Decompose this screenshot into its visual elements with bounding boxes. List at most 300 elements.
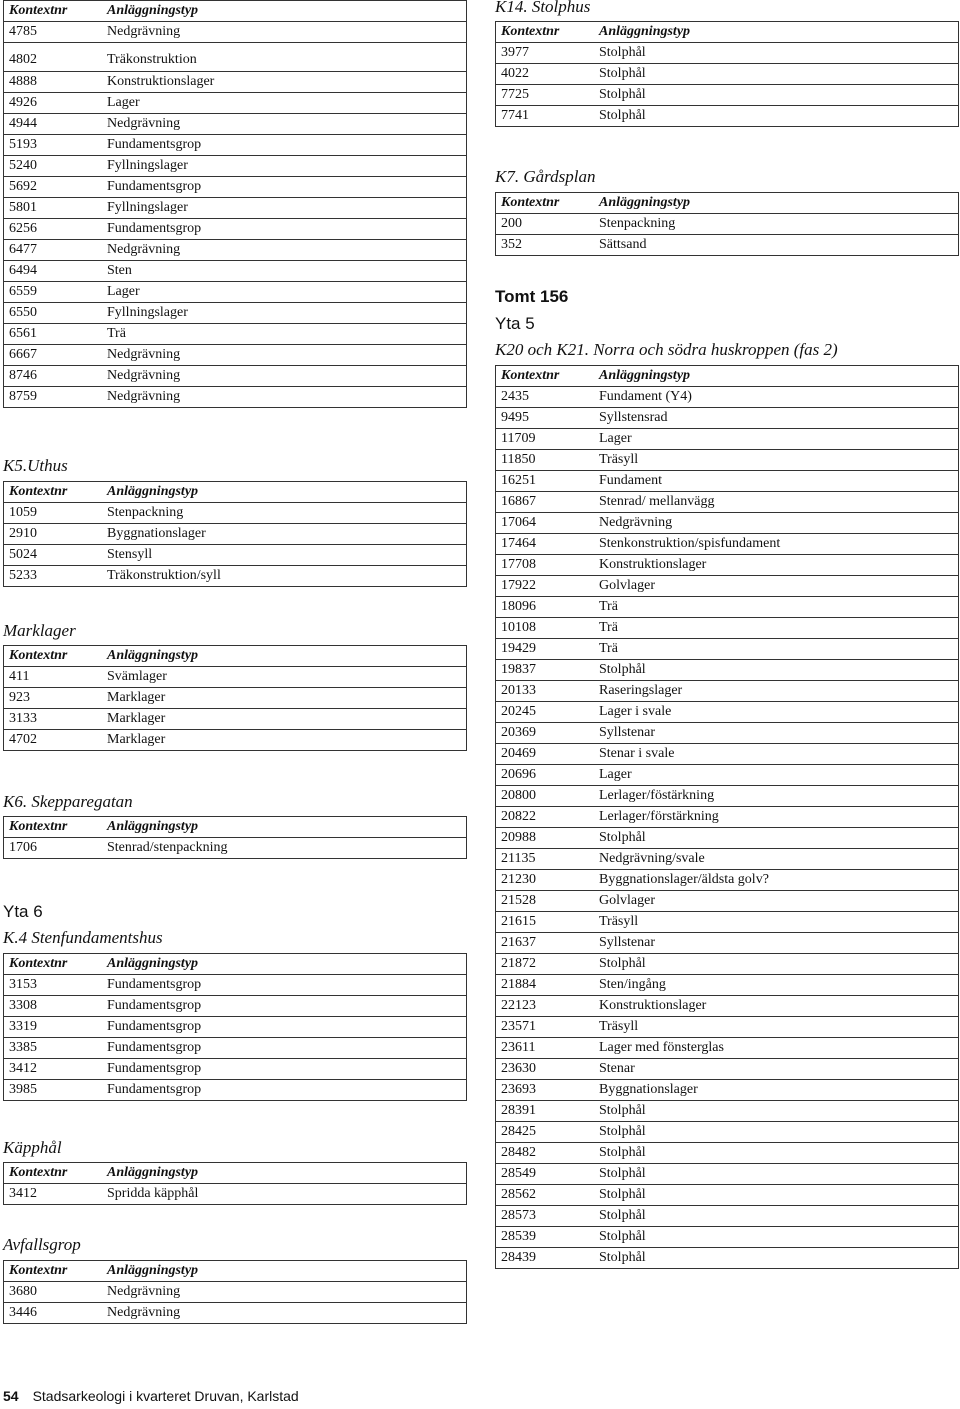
kontextnr-cell: 28539 (496, 1227, 595, 1248)
table-row (4, 1017, 467, 1038)
header-kontextnr: Kontextnr (4, 482, 103, 503)
kontextnr-cell: 8759 (4, 387, 103, 408)
table-row (496, 429, 959, 450)
table-row (4, 345, 467, 366)
anlaggningstyp-cell: Fyllningslager (102, 198, 467, 219)
table-row (4, 219, 467, 240)
anlaggningstyp-cell: Fundamentsgrop (102, 996, 467, 1017)
table-row (4, 1184, 467, 1205)
kontextnr-cell: 20822 (496, 807, 595, 828)
kontextnr-cell: 23571 (496, 1017, 595, 1038)
kontextnr-cell: 19429 (496, 639, 595, 660)
anlaggningstyp-cell: Marklager (102, 688, 467, 709)
table-k5 (3, 481, 467, 587)
kontextnr-cell: 9495 (496, 408, 595, 429)
table-row (496, 702, 959, 723)
kontextnr-cell: 200 (496, 214, 595, 235)
anlaggningstyp-cell: Fundamentsgrop (102, 1038, 467, 1059)
table-row (496, 597, 959, 618)
anlaggningstyp-cell: Nedgrävning (102, 240, 467, 261)
table-row (4, 240, 467, 261)
kontextnr-cell: 16867 (496, 492, 595, 513)
kontextnr-cell: 5024 (4, 545, 103, 566)
table-row (496, 1080, 959, 1101)
kontextnr-cell: 28425 (496, 1122, 595, 1143)
anlaggningstyp-cell: Stolphål (594, 106, 959, 127)
kontextnr-cell: 22123 (496, 996, 595, 1017)
table-row (496, 639, 959, 660)
anlaggningstyp-cell: Stolphål (594, 1206, 959, 1227)
anlaggningstyp-cell: Stenrad/ mellanvägg (594, 492, 959, 513)
table-row (496, 828, 959, 849)
table-header-row (496, 22, 959, 43)
anlaggningstyp-cell: Nedgrävning (102, 1282, 467, 1303)
section-title-avfallsgrop: Avfallsgrop (3, 1235, 81, 1254)
header-kontextnr: Kontextnr (4, 1, 103, 22)
table-row (496, 408, 959, 429)
anlaggningstyp-cell: Lerlager/förstärkning (594, 807, 959, 828)
section-title-k4: K.4 Stenfundamentshus (3, 928, 163, 947)
anlaggningstyp-cell: Stolphål (594, 1143, 959, 1164)
table-header-row (4, 1, 467, 22)
kontextnr-cell: 2910 (4, 524, 103, 545)
kontextnr-cell: 23630 (496, 1059, 595, 1080)
table-row (496, 933, 959, 954)
header-kontextnr: Kontextnr (496, 366, 595, 387)
anlaggningstyp-cell: Stolphål (594, 85, 959, 106)
kontextnr-cell: 3412 (4, 1059, 103, 1080)
anlaggningstyp-cell: Nedgrävning/svale (594, 849, 959, 870)
anlaggningstyp-cell: Byggnationslager/äldsta golv? (594, 870, 959, 891)
header-anlaggningstyp: Anläggningstyp (102, 1261, 467, 1282)
anlaggningstyp-cell: Sten (102, 261, 467, 282)
table-row (4, 1059, 467, 1080)
kontextnr-cell: 21528 (496, 891, 595, 912)
section-title-k14: K14. Stolphus (495, 0, 591, 16)
table-row (496, 387, 959, 408)
table-row (4, 177, 467, 198)
anlaggningstyp-cell: Konstruktionslager (102, 72, 467, 93)
anlaggningstyp-cell: Lager (102, 93, 467, 114)
anlaggningstyp-cell: Fundamentsgrop (102, 177, 467, 198)
kontextnr-cell: 5233 (4, 566, 103, 587)
table-row (496, 954, 959, 975)
anlaggningstyp-cell: Stolphål (594, 1248, 959, 1269)
anlaggningstyp-cell: Stolphål (594, 1227, 959, 1248)
anlaggningstyp-cell: Stolphål (594, 1185, 959, 1206)
table-row (4, 1282, 467, 1303)
kontextnr-cell: 3446 (4, 1303, 103, 1324)
table-row (4, 156, 467, 177)
kontextnr-cell: 411 (4, 667, 103, 688)
kontextnr-cell: 10108 (496, 618, 595, 639)
table-row (496, 1248, 959, 1269)
anlaggningstyp-cell: Byggnationslager (102, 524, 467, 545)
anlaggningstyp-cell: Stenkonstruktion/spisfundament (594, 534, 959, 555)
table-row (496, 106, 959, 127)
kontextnr-cell: 3319 (4, 1017, 103, 1038)
kontextnr-cell: 1706 (4, 838, 103, 859)
anlaggningstyp-cell: Fundament (594, 471, 959, 492)
table-row (496, 1164, 959, 1185)
header-kontextnr: Kontextnr (496, 193, 595, 214)
header-kontextnr: Kontextnr (4, 1261, 103, 1282)
table-row (496, 214, 959, 235)
anlaggningstyp-cell: Nedgrävning (594, 513, 959, 534)
table-row (4, 198, 467, 219)
table-row (496, 1185, 959, 1206)
kontextnr-cell: 28439 (496, 1248, 595, 1269)
kontextnr-cell: 3308 (4, 996, 103, 1017)
kontextnr-cell: 20133 (496, 681, 595, 702)
table-row (496, 1122, 959, 1143)
table-header-row (4, 646, 467, 667)
table-row (496, 786, 959, 807)
table-row (4, 524, 467, 545)
table-row (4, 730, 467, 751)
anlaggningstyp-cell: Raseringslager (594, 681, 959, 702)
anlaggningstyp-cell: Sten/ingång (594, 975, 959, 996)
table-row (496, 450, 959, 471)
table-row (4, 93, 467, 114)
kontextnr-cell: 28562 (496, 1185, 595, 1206)
anlaggningstyp-cell: Konstruktionslager (594, 996, 959, 1017)
kontextnr-cell: 6550 (4, 303, 103, 324)
table-row (496, 235, 959, 256)
table-k4 (3, 953, 467, 1101)
table-row (496, 576, 959, 597)
table-row (496, 1038, 959, 1059)
table-row (496, 555, 959, 576)
table-k20-k21 (495, 365, 959, 1269)
table-header-row (4, 954, 467, 975)
table-row (496, 807, 959, 828)
kontextnr-cell: 6559 (4, 282, 103, 303)
anlaggningstyp-cell: Stensyll (102, 545, 467, 566)
table-row (4, 135, 467, 156)
kontextnr-cell: 28549 (496, 1164, 595, 1185)
kontextnr-cell: 4785 (4, 22, 103, 43)
kontextnr-cell: 3153 (4, 975, 103, 996)
anlaggningstyp-cell: Lager i svale (594, 702, 959, 723)
table-row (496, 891, 959, 912)
anlaggningstyp-cell: Marklager (102, 709, 467, 730)
kontextnr-cell: 28391 (496, 1101, 595, 1122)
table-header-row (4, 1261, 467, 1282)
kontextnr-cell: 3385 (4, 1038, 103, 1059)
anlaggningstyp-cell: Nedgrävning (102, 387, 467, 408)
kontextnr-cell: 3977 (496, 43, 595, 64)
kontextnr-cell: 7725 (496, 85, 595, 106)
kontextnr-cell: 28573 (496, 1206, 595, 1227)
table-row (496, 1101, 959, 1122)
anlaggningstyp-cell: Lerlager/föstärkning (594, 786, 959, 807)
table-row (4, 667, 467, 688)
anlaggningstyp-cell: Konstruktionslager (594, 555, 959, 576)
kontextnr-cell: 23611 (496, 1038, 595, 1059)
table-row (4, 22, 467, 43)
anlaggningstyp-cell: Fundamentsgrop (102, 1080, 467, 1101)
anlaggningstyp-cell: Syllstenar (594, 723, 959, 744)
kontextnr-cell: 5692 (4, 177, 103, 198)
kontextnr-cell: 20369 (496, 723, 595, 744)
anlaggningstyp-cell: Fundamentsgrop (102, 975, 467, 996)
table-row (496, 744, 959, 765)
header-kontextnr: Kontextnr (4, 646, 103, 667)
table-row (496, 1206, 959, 1227)
anlaggningstyp-cell: Sättsand (594, 235, 959, 256)
anlaggningstyp-cell: Fyllningslager (102, 156, 467, 177)
kontextnr-cell: 17464 (496, 534, 595, 555)
header-anlaggningstyp: Anläggningstyp (102, 1, 467, 22)
table-row (496, 1059, 959, 1080)
anlaggningstyp-cell: Byggnationslager (594, 1080, 959, 1101)
anlaggningstyp-cell: Stolphål (594, 660, 959, 681)
kontextnr-cell: 20696 (496, 765, 595, 786)
table-row (4, 387, 467, 408)
kontextnr-cell: 5240 (4, 156, 103, 177)
table-k6 (3, 816, 467, 859)
kontextnr-cell: 6494 (4, 261, 103, 282)
section-title-k6: K6. Skepparegatan (3, 792, 133, 811)
anlaggningstyp-cell: Nedgrävning (102, 366, 467, 387)
table-row (496, 471, 959, 492)
anlaggningstyp-cell: Trä (102, 324, 467, 345)
table-row (496, 849, 959, 870)
table-row (496, 870, 959, 891)
kontextnr-cell: 5801 (4, 198, 103, 219)
kontextnr-cell: 20988 (496, 828, 595, 849)
section-title-k7: K7. Gårdsplan (495, 167, 596, 186)
anlaggningstyp-cell: Stenpackning (102, 503, 467, 524)
anlaggningstyp-cell: Trä (594, 639, 959, 660)
header-anlaggningstyp: Anläggningstyp (594, 193, 959, 214)
table-row (4, 688, 467, 709)
anlaggningstyp-cell: Stolphål (594, 43, 959, 64)
kontextnr-cell: 5193 (4, 135, 103, 156)
table-marklager (3, 645, 467, 751)
kontextnr-cell: 11850 (496, 450, 595, 471)
table-row (4, 43, 467, 72)
anlaggningstyp-cell: Stenpackning (594, 214, 959, 235)
table-row (4, 303, 467, 324)
table-row (4, 975, 467, 996)
kontextnr-cell: 20245 (496, 702, 595, 723)
anlaggningstyp-cell: Fyllningslager (102, 303, 467, 324)
anlaggningstyp-cell: Nedgrävning (102, 114, 467, 135)
kontextnr-cell: 8746 (4, 366, 103, 387)
plot-title-tomt156: Tomt 156 (495, 287, 569, 306)
anlaggningstyp-cell: Nedgrävning (102, 1303, 467, 1324)
anlaggningstyp-cell: Stenrad/stenpackning (102, 838, 467, 859)
table-row (496, 912, 959, 933)
table-row (496, 681, 959, 702)
section-title-marklager: Marklager (3, 621, 76, 640)
kontextnr-cell: 3133 (4, 709, 103, 730)
page-number: 54 (3, 1388, 19, 1404)
table-row (496, 1143, 959, 1164)
table-k7 (495, 192, 959, 256)
header-kontextnr: Kontextnr (4, 954, 103, 975)
kontextnr-cell: 923 (4, 688, 103, 709)
publication-title: Stadsarkeologi i kvarteret Druvan, Karlstad (32, 1388, 299, 1404)
kontextnr-cell: 21884 (496, 975, 595, 996)
anlaggningstyp-cell: Stolphål (594, 954, 959, 975)
table-row (4, 1303, 467, 1324)
table-row (4, 503, 467, 524)
anlaggningstyp-cell: Träkonstruktion (102, 43, 467, 72)
table-row (496, 534, 959, 555)
table-row (496, 975, 959, 996)
kontextnr-cell: 352 (496, 235, 595, 256)
anlaggningstyp-cell: Fundamentsgrop (102, 219, 467, 240)
anlaggningstyp-cell: Lager (594, 429, 959, 450)
table-row (496, 64, 959, 85)
table-row (4, 324, 467, 345)
header-anlaggningstyp: Anläggningstyp (102, 646, 467, 667)
table-row (496, 513, 959, 534)
table-k14 (495, 21, 959, 127)
table-row (496, 660, 959, 681)
area-title-yta5: Yta 5 (495, 314, 535, 333)
anlaggningstyp-cell: Stolphål (594, 1164, 959, 1185)
table-row (496, 492, 959, 513)
area-title-yta6: Yta 6 (3, 902, 43, 921)
anlaggningstyp-cell: Lager (102, 282, 467, 303)
anlaggningstyp-cell: Golvlager (594, 891, 959, 912)
table-row (4, 996, 467, 1017)
kontextnr-cell: 21637 (496, 933, 595, 954)
kontextnr-cell: 3985 (4, 1080, 103, 1101)
header-anlaggningstyp: Anläggningstyp (102, 1163, 467, 1184)
kontextnr-cell: 17922 (496, 576, 595, 597)
table-avfallsgrop (3, 1260, 467, 1324)
kontextnr-cell: 7741 (496, 106, 595, 127)
anlaggningstyp-cell: Fundamentsgrop (102, 1017, 467, 1038)
table-top (3, 0, 467, 408)
kontextnr-cell: 17064 (496, 513, 595, 534)
table-header-row (4, 1163, 467, 1184)
header-anlaggningstyp: Anläggningstyp (594, 366, 959, 387)
kontextnr-cell: 4944 (4, 114, 103, 135)
anlaggningstyp-cell: Spridda käpphål (102, 1184, 467, 1205)
anlaggningstyp-cell: Trä (594, 597, 959, 618)
table-row (496, 1227, 959, 1248)
anlaggningstyp-cell: Stolphål (594, 1122, 959, 1143)
anlaggningstyp-cell: Lager (594, 765, 959, 786)
table-row (4, 114, 467, 135)
kontextnr-cell: 3412 (4, 1184, 103, 1205)
header-kontextnr: Kontextnr (496, 22, 595, 43)
table-header-row (496, 366, 959, 387)
kontextnr-cell: 3680 (4, 1282, 103, 1303)
table-row (4, 1038, 467, 1059)
table-row (4, 366, 467, 387)
table-row (4, 282, 467, 303)
anlaggningstyp-cell: Syllstensrad (594, 408, 959, 429)
table-header-row (4, 482, 467, 503)
anlaggningstyp-cell: Träsyll (594, 912, 959, 933)
kontextnr-cell: 4926 (4, 93, 103, 114)
anlaggningstyp-cell: Nedgrävning (102, 22, 467, 43)
table-row (4, 1080, 467, 1101)
table-row (496, 723, 959, 744)
anlaggningstyp-cell: Stenar i svale (594, 744, 959, 765)
anlaggningstyp-cell: Lager med fönsterglas (594, 1038, 959, 1059)
kontextnr-cell: 4022 (496, 64, 595, 85)
table-row (4, 709, 467, 730)
table-kapphal (3, 1162, 467, 1205)
kontextnr-cell: 21615 (496, 912, 595, 933)
table-row (4, 566, 467, 587)
section-title-kapphal: Käpphål (3, 1138, 62, 1157)
anlaggningstyp-cell: Fundament (Y4) (594, 387, 959, 408)
anlaggningstyp-cell: Träsyll (594, 450, 959, 471)
kontextnr-cell: 6256 (4, 219, 103, 240)
table-row (4, 545, 467, 566)
section-title-k5: K5.Uthus (3, 456, 68, 475)
kontextnr-cell: 1059 (4, 503, 103, 524)
kontextnr-cell: 21230 (496, 870, 595, 891)
table-row (4, 838, 467, 859)
table-row (496, 996, 959, 1017)
table-row (4, 72, 467, 93)
kontextnr-cell: 2435 (496, 387, 595, 408)
table-row (496, 765, 959, 786)
kontextnr-cell: 6667 (4, 345, 103, 366)
anlaggningstyp-cell: Stolphål (594, 828, 959, 849)
kontextnr-cell: 6561 (4, 324, 103, 345)
anlaggningstyp-cell: Träsyll (594, 1017, 959, 1038)
kontextnr-cell: 21135 (496, 849, 595, 870)
kontextnr-cell: 20469 (496, 744, 595, 765)
header-anlaggningstyp: Anläggningstyp (102, 954, 467, 975)
anlaggningstyp-cell: Fundamentsgrop (102, 1059, 467, 1080)
anlaggningstyp-cell: Syllstenar (594, 933, 959, 954)
table-row (4, 261, 467, 282)
section-title-k20-k21: K20 och K21. Norra och södra huskroppen (fas 2) (495, 340, 838, 359)
kontextnr-cell: 4888 (4, 72, 103, 93)
kontextnr-cell: 4802 (4, 43, 103, 72)
header-kontextnr: Kontextnr (4, 817, 103, 838)
anlaggningstyp-cell: Fundamentsgrop (102, 135, 467, 156)
header-anlaggningstyp: Anläggningstyp (102, 817, 467, 838)
anlaggningstyp-cell: Stolphål (594, 64, 959, 85)
table-row (496, 1017, 959, 1038)
anlaggningstyp-cell: Stenar (594, 1059, 959, 1080)
table-header-row (4, 817, 467, 838)
kontextnr-cell: 16251 (496, 471, 595, 492)
kontextnr-cell: 19837 (496, 660, 595, 681)
table-row (496, 85, 959, 106)
anlaggningstyp-cell: Trä (594, 618, 959, 639)
kontextnr-cell: 20800 (496, 786, 595, 807)
table-row (496, 618, 959, 639)
anlaggningstyp-cell: Marklager (102, 730, 467, 751)
kontextnr-cell: 23693 (496, 1080, 595, 1101)
kontextnr-cell: 11709 (496, 429, 595, 450)
table-header-row (496, 193, 959, 214)
kontextnr-cell: 6477 (4, 240, 103, 261)
header-anlaggningstyp: Anläggningstyp (594, 22, 959, 43)
kontextnr-cell: 17708 (496, 555, 595, 576)
anlaggningstyp-cell: Stolphål (594, 1101, 959, 1122)
kontextnr-cell: 4702 (4, 730, 103, 751)
page-footer (3, 1388, 299, 1404)
kontextnr-cell: 28482 (496, 1143, 595, 1164)
anlaggningstyp-cell: Golvlager (594, 576, 959, 597)
header-kontextnr: Kontextnr (4, 1163, 103, 1184)
